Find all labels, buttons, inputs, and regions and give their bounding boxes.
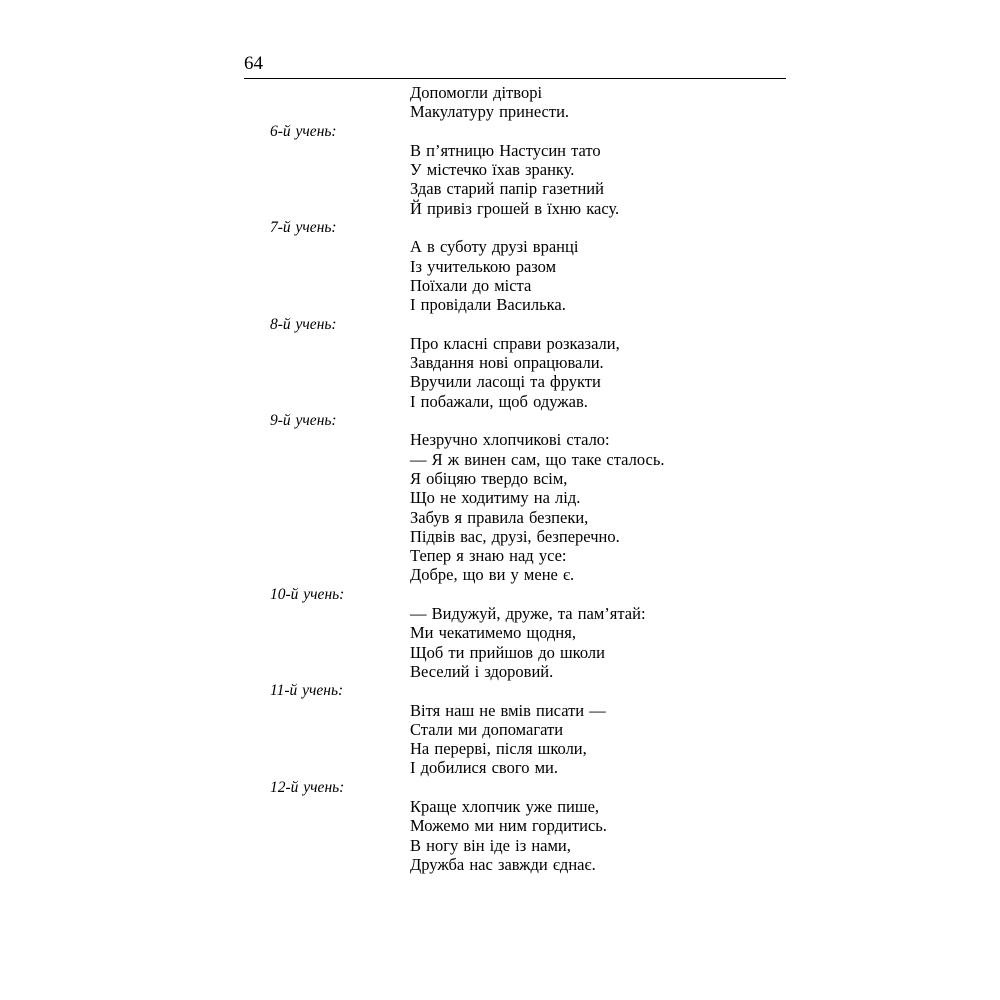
verse-line: Завдання нові опрацювали. xyxy=(410,353,604,373)
verse-line: Веселий і здоровий. xyxy=(410,661,554,681)
verse-line: Тепер я знаю над усе: xyxy=(410,546,567,566)
header-rule xyxy=(244,78,786,79)
verse-line: На перерві, після школи, xyxy=(410,739,587,759)
speaker-label: 12-й учень: xyxy=(270,778,345,796)
verse-line: В ногу він іде із нами, xyxy=(410,835,571,855)
verse-line: Щоб ти прийшов до школи xyxy=(410,642,605,662)
page-number: 64 xyxy=(244,53,263,74)
verse-line: — Видужуй, друже, та пам’ятай: xyxy=(410,604,646,624)
verse-line: Макулатуру принести. xyxy=(410,102,570,122)
verse-line: Й привіз грошей в їхню касу. xyxy=(410,198,620,218)
verse-line: Ми чекатимемо щодня, xyxy=(410,623,576,643)
speaker-label: 6-й учень: xyxy=(270,122,337,140)
verse-line: Здав старий папір газетний xyxy=(410,179,604,199)
verse-line: В п’ятницю Настусин тато xyxy=(410,140,601,160)
speaker-label: 9-й учень: xyxy=(270,412,337,430)
verse-line: А в суботу друзі вранці xyxy=(410,237,579,257)
verse-line: Що не ходитиму на лід. xyxy=(410,488,581,508)
verse-line: Із учителькою разом xyxy=(410,256,557,276)
verse-line: Про класні справи розказали, xyxy=(410,333,620,353)
verse-line: І провідали Василька. xyxy=(410,295,566,315)
verse-line: Незручно хлопчикові стало: xyxy=(410,430,610,450)
verse-line: Допомогли дітворі xyxy=(410,83,543,102)
speaker-label: 11-й учень: xyxy=(270,682,344,700)
verse-line: Забув я правила безпеки, xyxy=(410,507,589,527)
speaker-label: 10-й учень: xyxy=(270,585,345,603)
verse-line: У містечко їхав зранку. xyxy=(410,160,575,180)
speaker-label: 7-й учень: xyxy=(270,219,337,237)
verse-line: Підвів вас, друзі, безперечно. xyxy=(410,526,620,546)
verse-line: І побажали, щоб одужав. xyxy=(410,391,588,411)
verse-line: Можемо ми ним гордитись. xyxy=(410,816,607,836)
verse-line: Вітя наш не вмів писати — xyxy=(410,700,606,720)
verse-line: І добилися свого ми. xyxy=(410,758,558,778)
poem-body xyxy=(0,83,1000,874)
verse-line: Я обіцяю твердо всім, xyxy=(410,468,568,488)
verse-line: Добре, що ви у мене є. xyxy=(410,565,575,585)
verse-line: — Я ж винен сам, що таке сталось. xyxy=(410,449,665,469)
verse-line: Вручили ласощі та фрукти xyxy=(410,372,601,392)
verse-line: Стали ми допомагати xyxy=(410,719,564,739)
verse-line: Поїхали до міста xyxy=(410,275,532,295)
verse-line: Дружба нас завжди єднає. xyxy=(410,854,596,874)
verse-line: Краще хлопчик уже пише, xyxy=(410,796,600,816)
speaker-label: 8-й учень: xyxy=(270,315,337,333)
